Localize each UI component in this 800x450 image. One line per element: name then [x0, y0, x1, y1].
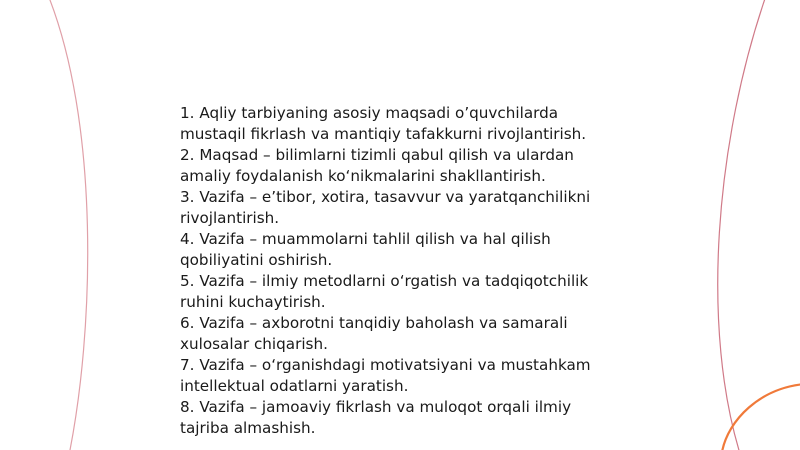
text-line: mustaqil fikrlash va mantiqiy tafakkurni rivojlantirish.: [180, 125, 587, 143]
text-line: 3. Vazifa – e’tibor, xotira, tasavvur va yaratqanchilikni: [180, 188, 591, 206]
left-arc-line: [46, 0, 88, 450]
text-line: rivojlantirish.: [180, 209, 280, 227]
orange-arc: [722, 384, 800, 450]
text-line: 6. Vazifa – axborotni tanqidiy baholash va samarali: [180, 314, 568, 332]
text-line: amaliy foydalanish ko‘nikmalarini shakllantirish.: [180, 167, 546, 185]
text-line: ruhini kuchaytirish.: [180, 293, 326, 311]
text-line: tajriba almashish.: [180, 419, 316, 437]
text-line: 4. Vazifa – muammolarni tahlil qilish va hal qilish: [180, 230, 551, 248]
text-line: 7. Vazifa – o‘rganishdagi motivatsiyani va mustahkam: [180, 356, 591, 374]
text-line: 1. Aqliy tarbiyaning asosiy maqsadi o’quvchilarda: [180, 104, 559, 122]
right-arc-line: [718, 0, 768, 450]
text-line: intellektual odatlarni yaratish.: [180, 377, 409, 395]
text-line: 5. Vazifa – ilmiy metodlarni o‘rgatish va tadqiqotchilik: [180, 272, 589, 290]
text-line: 8. Vazifa – jamoaviy fikrlash va muloqot orqali ilmiy: [180, 398, 572, 416]
bullet-text-block: [180, 103, 650, 439]
text-line: qobiliyatini oshirish.: [180, 251, 333, 269]
text-line: xulosalar chiqarish.: [180, 335, 328, 353]
text-line: 2. Maqsad – bilimlarni tizimli qabul qilish va ulardan: [180, 146, 574, 164]
